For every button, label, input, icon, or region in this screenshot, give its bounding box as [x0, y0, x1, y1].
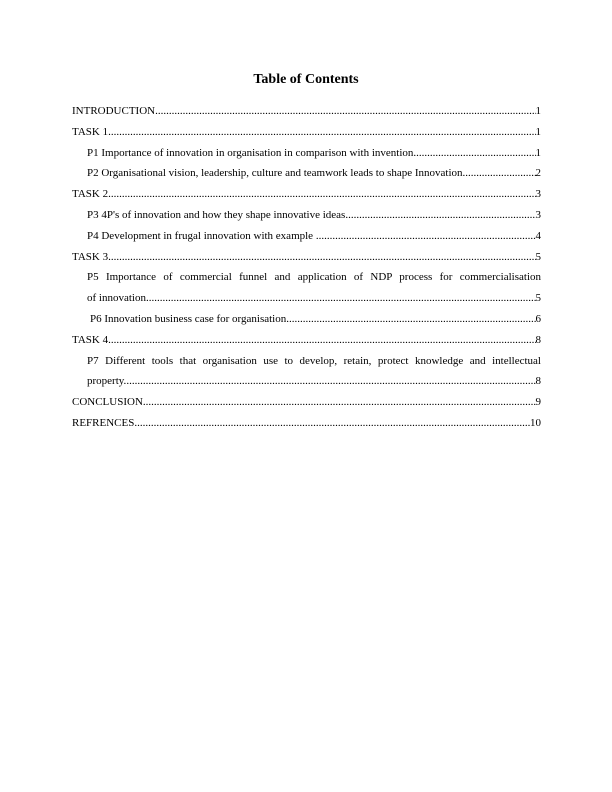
toc-leader-dots	[108, 184, 535, 205]
toc-entry-task-4[interactable]	[72, 330, 541, 351]
toc-entry-page: 3	[535, 208, 541, 221]
toc-entry-line-2	[87, 371, 541, 392]
toc-entry-label-line-2: property.	[87, 375, 127, 388]
toc-leader-dots	[286, 309, 535, 330]
toc-entry-label: TASK 2	[72, 188, 109, 201]
toc-entry-label: TASK 3	[72, 250, 109, 263]
toc-entry-p1[interactable]	[72, 143, 541, 164]
toc-entry-label: TASK 4	[72, 333, 109, 346]
toc-entry-page: 10	[530, 416, 541, 429]
toc-leader-dots	[155, 101, 535, 122]
toc-entry-label: P3 4P's of innovation and how they shape innovative ideas	[87, 208, 346, 221]
toc-entry-label-line-2: of innovation	[87, 292, 146, 305]
toc-entry-label: REFRENCES	[72, 416, 135, 429]
toc-leader-dots	[126, 371, 535, 392]
toc-entry-p7[interactable]	[72, 351, 541, 393]
toc-entry-page: 6	[535, 312, 541, 325]
toc-entry-introduction[interactable]	[72, 101, 541, 122]
toc-entry-page: 1	[535, 125, 541, 138]
toc-leader-dots	[465, 163, 535, 184]
toc-entry-page: 5	[535, 250, 541, 263]
toc-leader-dots	[146, 288, 536, 309]
toc-leader-dots	[413, 143, 535, 164]
table-of-contents	[72, 101, 541, 434]
toc-entry-page: 5	[535, 292, 541, 305]
toc-entry-conclusion[interactable]	[72, 392, 541, 413]
toc-entry-label: INTRODUCTION	[72, 105, 156, 117]
toc-entry-page: 4	[535, 229, 541, 242]
toc-entry-page: 8	[535, 375, 541, 388]
toc-entry-label: P2 Organisational vision, leadership, culture and teamwork leads to shape Innovation.	[87, 167, 466, 180]
toc-entry-label-line-1: P5 Importance of commercial funnel and application of NDP process for commercialisation	[87, 271, 541, 284]
toc-entry-references[interactable]	[72, 413, 541, 434]
toc-entry-p2[interactable]	[72, 163, 541, 184]
toc-entry-task-1[interactable]	[72, 122, 541, 143]
toc-entry-page: 9	[535, 396, 541, 409]
toc-entry-page: 2	[535, 167, 541, 180]
toc-leader-dots	[143, 392, 536, 413]
toc-title: Table of Contents	[253, 72, 359, 87]
toc-entry-label: P4 Development in frugal innovation with example .	[87, 229, 319, 242]
toc-leader-dots	[108, 247, 535, 268]
toc-entry-page: 3	[535, 188, 541, 201]
toc-entry-label: P6 Innovation business case for organisation	[90, 312, 287, 325]
toc-leader-dots	[319, 226, 536, 247]
toc-entry-label: CONCLUSION	[72, 396, 143, 409]
toc-entry-page: 8	[535, 333, 541, 346]
toc-entry-label-line-1: P7 Different tools that organisation use to develop, retain, protect knowledge and intellectual	[87, 354, 541, 367]
toc-entry-p5[interactable]	[72, 267, 541, 309]
toc-entry-task-3[interactable]	[72, 247, 541, 268]
toc-entry-p6[interactable]	[72, 309, 541, 330]
toc-entry-p4[interactable]	[72, 226, 541, 247]
toc-leader-dots	[108, 330, 535, 351]
toc-leader-dots	[345, 205, 535, 226]
toc-leader-dots	[108, 122, 535, 143]
toc-entry-p3[interactable]	[72, 205, 541, 226]
toc-entry-page: 1	[535, 105, 541, 117]
toc-entry-page: 1	[535, 146, 541, 159]
toc-entry-line-2	[87, 288, 541, 309]
toc-leader-dots	[134, 413, 530, 434]
toc-entry-label: P1 Importance of innovation in organisation in comparison with invention	[87, 146, 414, 159]
toc-entry-task-2[interactable]	[72, 184, 541, 205]
toc-entry-label: TASK 1	[72, 125, 109, 138]
